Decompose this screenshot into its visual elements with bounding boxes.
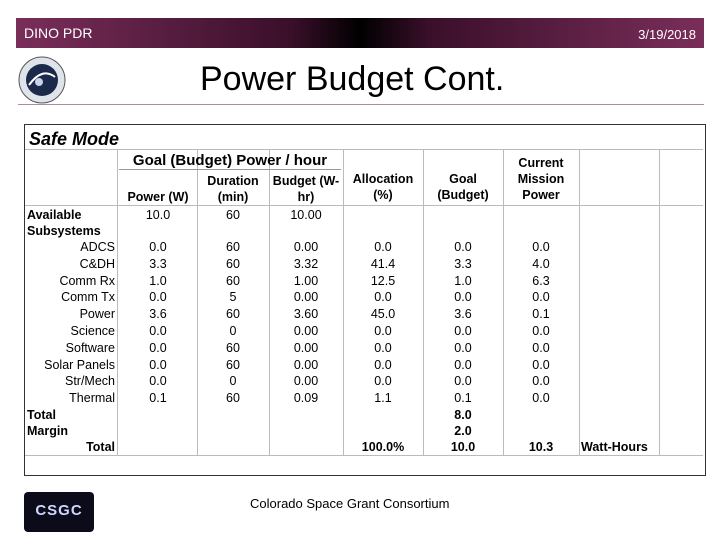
subsystem-cell: 0.09	[293, 391, 319, 406]
subsystem-cell: 0.0	[532, 374, 550, 389]
subsystem-cell: 0.0	[532, 340, 550, 355]
grid-line	[25, 149, 703, 150]
subsystem-cell: 0.0	[454, 290, 472, 305]
subsystem-cell: 0.0	[532, 324, 550, 338]
total-goal: 8.0	[454, 408, 472, 422]
subsystem-cell: 0.00	[293, 374, 319, 389]
subsystem-cell: 3.6	[149, 307, 167, 322]
available-budget: 10.00	[290, 208, 322, 222]
subsystem-name: Solar Panels	[44, 357, 115, 372]
group-header: Goal (Budget) Power / hour	[119, 153, 341, 170]
grand-total-allocation: 100.0%	[361, 440, 405, 454]
subsystem-cell: 0	[229, 324, 237, 338]
subsystem-cell: 0.00	[293, 290, 319, 305]
available-label: Available	[27, 208, 82, 222]
subsystem-cell: 3.60	[293, 307, 319, 322]
subsystem-cell: 3.3	[454, 256, 472, 271]
grand-total-unit: Watt-Hours	[581, 440, 648, 454]
subsystem-cell: 3.6	[454, 307, 472, 322]
subsystem-cell: 0.0	[374, 374, 392, 389]
available-duration: 60	[226, 208, 240, 222]
subsystem-cell: 0.0	[532, 391, 550, 406]
subsystem-cell: 0.0	[532, 357, 550, 372]
subsystems-label: Subsystems	[27, 224, 101, 238]
subsystem-name: Power	[79, 307, 115, 322]
subsystem-cell: 0.1	[149, 391, 167, 406]
subsystem-name: Comm Tx	[61, 290, 115, 305]
mode-title: Safe Mode	[29, 129, 120, 149]
subsystem-cell: 0.0	[374, 290, 392, 305]
grid-line	[579, 149, 580, 455]
subsystem-cell: 0.0	[374, 240, 392, 254]
subsystem-cell: 3.32	[293, 256, 319, 271]
subsystem-name: Str/Mech	[64, 374, 115, 389]
header-left-text: DINO PDR	[24, 25, 93, 41]
subsystem-cell: 0.1	[454, 391, 472, 406]
col-header-power: Power (W)	[127, 190, 189, 204]
subsystem-cell: 1.00	[293, 273, 319, 288]
subsystem-cell: 0.00	[293, 357, 319, 372]
power-budget-sheet	[24, 124, 706, 476]
subsystem-cell: 1.1	[374, 391, 392, 406]
subsystem-name: Thermal	[69, 391, 115, 406]
subsystem-cell: 60	[226, 340, 240, 355]
subsystem-cell: 0.0	[374, 324, 392, 338]
page-title: Power Budget Cont.	[200, 60, 505, 98]
subsystem-name: Software	[65, 340, 115, 355]
subsystem-cell: 1.0	[149, 273, 167, 288]
subsystem-cell: 0.0	[149, 340, 167, 355]
grand-total-current: 10.3	[528, 440, 554, 454]
subsystem-cell: 0.00	[293, 340, 319, 355]
header-date: 3/19/2018	[638, 27, 696, 42]
subsystem-cell: 0.00	[293, 324, 319, 338]
col-header-budget: Budget (W-hr)	[272, 174, 340, 204]
subsystem-cell: 0.0	[149, 240, 167, 254]
subsystem-cell: 0.0	[454, 357, 472, 372]
subsystem-cell: 0.00	[293, 240, 319, 254]
subsystem-cell: 0.0	[454, 340, 472, 355]
col-header-duration: Duration (min)	[207, 174, 259, 204]
subsystem-cell: 60	[226, 240, 240, 254]
subsystem-cell: 0.0	[454, 240, 472, 254]
total-label: Total	[27, 408, 56, 422]
subsystem-cell: 6.3	[532, 273, 550, 288]
available-power: 10.0	[145, 208, 171, 222]
subsystem-cell: 0	[229, 374, 237, 389]
grid-line	[25, 455, 703, 456]
subsystem-cell: 5	[229, 290, 237, 305]
subsystem-cell: 60	[226, 256, 240, 271]
col-header-allocation: Allocation (%)	[352, 172, 414, 202]
subsystem-cell: 0.0	[149, 324, 167, 338]
subsystem-cell: 45.0	[370, 307, 396, 322]
subsystem-cell: 4.0	[532, 256, 550, 271]
col-header-goal: Goal (Budget)	[437, 172, 489, 202]
csgc-logo	[24, 492, 94, 532]
subsystem-cell: 0.0	[454, 324, 472, 338]
grid-line	[659, 149, 660, 455]
subsystem-cell: 1.0	[454, 273, 472, 288]
footer-text: Colorado Space Grant Consortium	[250, 496, 450, 511]
subsystem-name: C&DH	[79, 256, 115, 271]
subsystem-cell: 0.0	[532, 290, 550, 305]
title-divider	[18, 104, 704, 105]
subsystem-name: Comm Rx	[59, 273, 115, 288]
csgc-logo-text: CSGC	[35, 502, 83, 519]
grand-total-label: Total	[86, 440, 115, 454]
subsystem-cell: 0.0	[374, 357, 392, 372]
subsystem-cell: 0.0	[374, 340, 392, 355]
subsystem-cell: 0.1	[532, 307, 550, 322]
margin-label: Margin	[27, 424, 68, 438]
header-bar	[16, 18, 704, 48]
subsystem-cell: 12.5	[370, 273, 396, 288]
subsystem-cell: 0.0	[454, 374, 472, 389]
margin-goal: 2.0	[454, 424, 472, 438]
subsystem-cell: 0.0	[532, 240, 550, 254]
subsystem-name: ADCS	[80, 240, 115, 254]
subsystem-cell: 60	[226, 307, 240, 322]
subsystem-cell: 41.4	[370, 256, 396, 271]
subsystem-cell: 0.0	[149, 374, 167, 389]
subsystem-cell: 0.0	[149, 290, 167, 305]
col-header-current: Current Mission Power	[517, 156, 565, 202]
mission-logo-icon	[17, 55, 67, 105]
subsystem-cell: 60	[226, 273, 240, 288]
subsystem-cell: 60	[226, 357, 240, 372]
subsystem-cell: 3.3	[149, 256, 167, 271]
grid-line	[25, 205, 703, 206]
grand-total-goal: 10.0	[450, 440, 476, 454]
subsystem-cell: 0.0	[149, 357, 167, 372]
subsystem-cell: 60	[226, 391, 240, 406]
grid-line	[117, 149, 118, 455]
subsystem-name: Science	[70, 324, 115, 338]
